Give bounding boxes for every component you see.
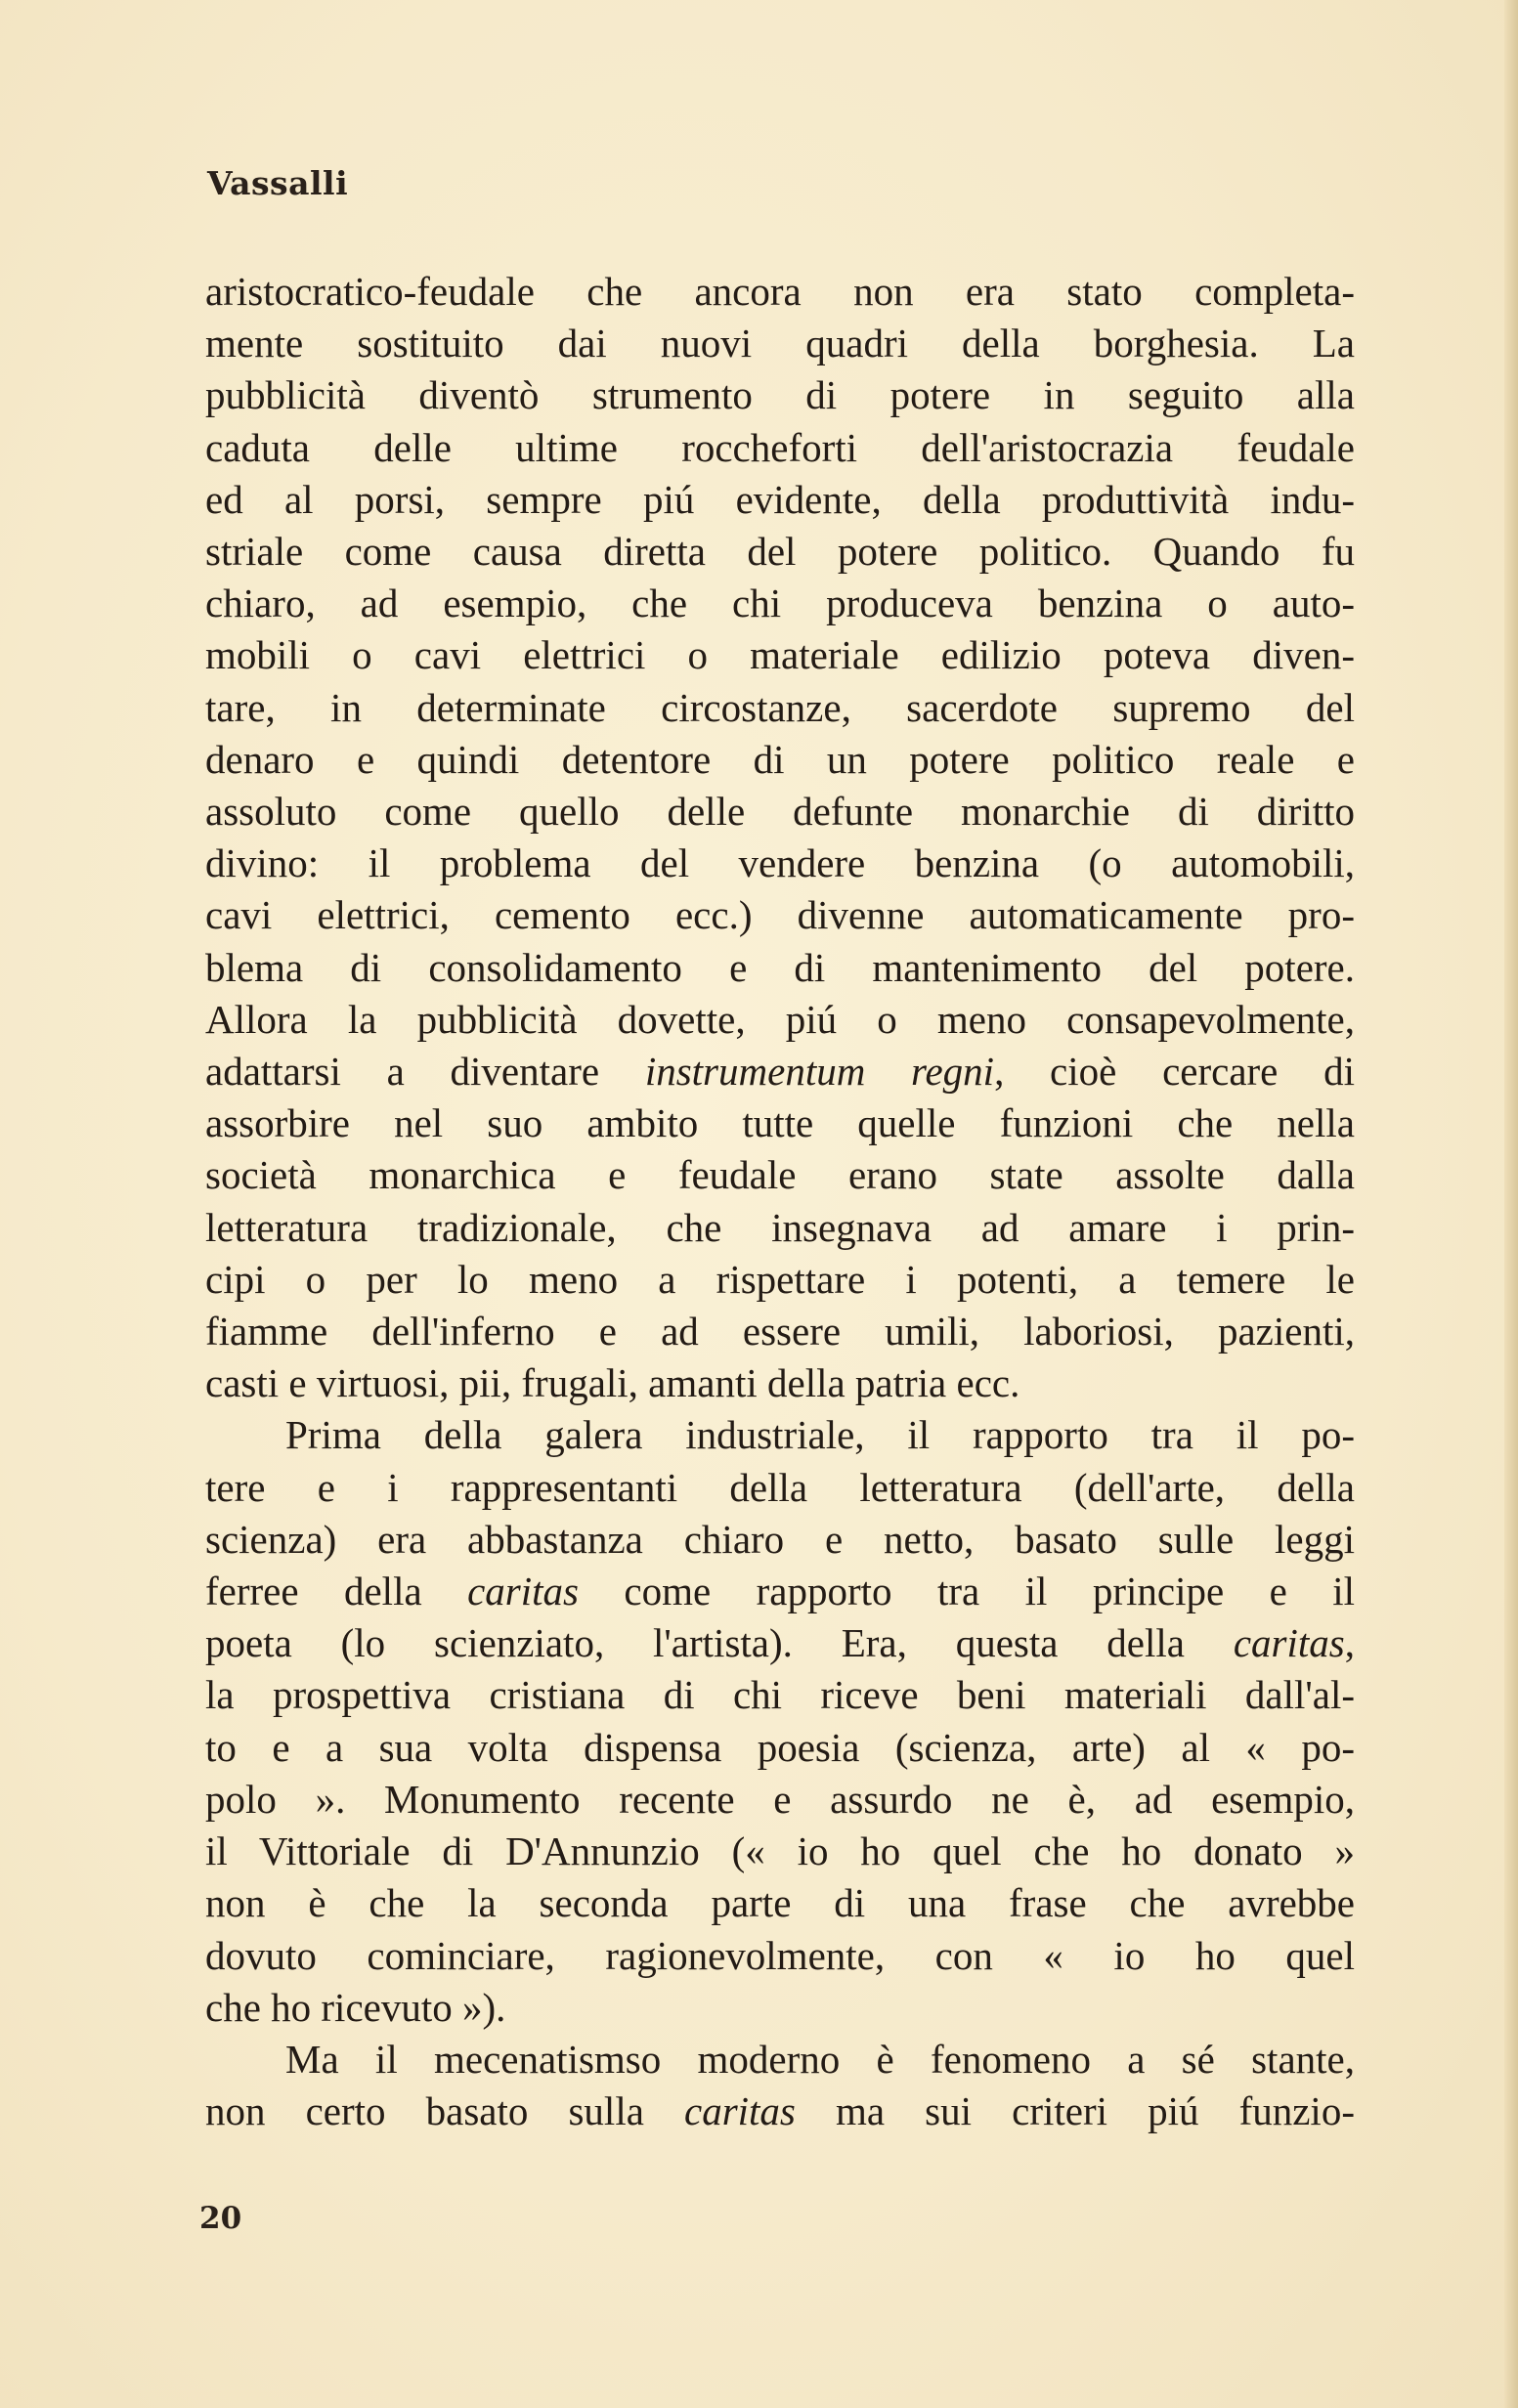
text-run: che ho ricevuto »).	[205, 1984, 506, 2030]
text-line	[205, 369, 1355, 421]
text-run: ,	[1344, 1620, 1355, 1666]
text-line	[205, 1930, 1355, 1982]
text-line	[205, 1046, 1355, 1097]
text-line	[205, 838, 1355, 889]
text-run: assoluto come quello delle defunte monarchie di diritto	[205, 789, 1355, 835]
text-line	[205, 1462, 1355, 1514]
italic-phrase: caritas	[1233, 1620, 1345, 1666]
text-line	[205, 2086, 1355, 2137]
text-run: poeta (lo scienziato, l'artista). Era, questa della	[205, 1620, 1234, 1666]
italic-phrase: caritas	[467, 1569, 579, 1614]
paragraph	[205, 2034, 1355, 2137]
text-line	[205, 682, 1355, 734]
text-run: non è che la seconda parte di una frase che avrebbe	[205, 1880, 1355, 1926]
text-line	[205, 422, 1355, 474]
text-run: cipi o per lo meno a rispettare i potenti, a temere le	[205, 1256, 1355, 1302]
text-line	[205, 786, 1355, 838]
text-line	[205, 2034, 1355, 2086]
text-run: non certo basato sulla	[205, 2088, 684, 2134]
text-line	[205, 1409, 1355, 1461]
text-line	[205, 942, 1355, 994]
text-run: Ma il mecenatismso moderno è fenomeno a sé stante,	[285, 2036, 1355, 2082]
text-run: assorbire nel suo ambito tutte quelle funzioni che nella	[205, 1100, 1355, 1146]
text-line	[205, 266, 1355, 318]
text-run: mente sostituito dai nuovi quadri della borghesia. La	[205, 321, 1355, 366]
text-run: adattarsi a diventare	[205, 1049, 645, 1095]
text-run: il Vittoriale di D'Annunzio (« io ho quel che ho donato »	[205, 1828, 1355, 1874]
text-run: tare, in determinate circostanze, sacerdote supremo del	[205, 684, 1355, 730]
running-head: Vassalli	[207, 164, 349, 202]
text-line	[205, 1617, 1355, 1669]
text-run: tere e i rappresentanti della letteratura (dell'arte, della	[205, 1464, 1355, 1510]
text-run: ed al porsi, sempre piú evidente, della produttività indu-	[205, 476, 1355, 522]
text-run: cavi elettrici, cemento ecc.) divenne automaticamente pro-	[205, 892, 1355, 938]
text-run: pubblicità diventò strumento di potere in seguito alla	[205, 372, 1355, 418]
text-run: caduta delle ultime roccheforti dell'aristocrazia feudale	[205, 424, 1355, 470]
text-line	[205, 526, 1355, 578]
text-line	[205, 1514, 1355, 1566]
text-line	[205, 1774, 1355, 1826]
text-run: dovuto cominciare, ragionevolmente, con « io ho quel	[205, 1932, 1355, 1978]
text-run: scienza) era abbastanza chiaro e netto, basato sulle leggi	[205, 1516, 1355, 1562]
page-edge-shadow	[1504, 0, 1518, 2408]
text-run: striale come causa diretta del potere politico. Quando fu	[205, 529, 1355, 575]
italic-phrase: instrumentum regni	[644, 1049, 995, 1095]
text-line	[205, 1982, 1355, 2034]
text-line	[205, 318, 1355, 369]
text-run: ferree della	[205, 1569, 468, 1614]
text-run: denaro e quindi detentore di un potere politico reale e	[205, 736, 1355, 782]
text-line	[205, 1097, 1355, 1149]
text-line	[205, 1306, 1355, 1357]
paragraph	[205, 266, 1355, 1409]
text-line	[205, 1669, 1355, 1721]
page-number: 20	[199, 2201, 242, 2236]
text-line	[205, 1722, 1355, 1774]
text-line	[205, 889, 1355, 941]
text-line	[205, 1254, 1355, 1306]
text-line	[205, 578, 1355, 629]
text-run: la prospettiva cristiana di chi riceve beni materiali dall'al-	[205, 1672, 1355, 1718]
text-run: , cioè cercare di	[994, 1049, 1355, 1095]
paragraph	[205, 1409, 1355, 2033]
text-run: divino: il problema del vendere benzina (o automobili,	[205, 840, 1355, 886]
text-line	[205, 474, 1355, 526]
text-run: polo ». Monumento recente e assurdo ne è, ad esempio,	[205, 1776, 1355, 1822]
text-run: Allora la pubblicità dovette, piú o meno consapevolmente,	[205, 996, 1355, 1042]
text-run: blema di consolidamento e di mantenimento del potere.	[205, 944, 1355, 990]
text-line	[205, 629, 1355, 681]
text-line	[205, 1149, 1355, 1201]
text-line	[205, 1826, 1355, 1877]
text-run: chiaro, ad esempio, che chi produceva benzina o auto-	[205, 580, 1355, 626]
text-run: letteratura tradizionale, che insegnava ad amare i prin-	[205, 1204, 1355, 1250]
text-run: fiamme dell'inferno e ad essere umili, laboriosi, pazienti,	[205, 1309, 1355, 1354]
text-run: mobili o cavi elettrici o materiale edilizio poteva diven-	[205, 632, 1355, 678]
text-line	[205, 1566, 1355, 1617]
text-line	[205, 994, 1355, 1046]
text-run: Prima della galera industriale, il rapporto tra il po-	[285, 1412, 1355, 1458]
text-line	[205, 1357, 1355, 1409]
text-run: ma sui criteri piú funzio-	[795, 2088, 1355, 2134]
text-run: come rapporto tra il principe e il	[579, 1569, 1355, 1614]
text-line	[205, 1202, 1355, 1254]
text-run: to e a sua volta dispensa poesia (scienza, arte) al « po-	[205, 1724, 1355, 1770]
text-run: casti e virtuosi, pii, frugali, amanti della patria ecc.	[205, 1360, 1020, 1406]
text-line	[205, 1877, 1355, 1929]
body-text	[205, 266, 1355, 2137]
italic-phrase: caritas	[684, 2088, 796, 2134]
text-run: società monarchica e feudale erano state assolte dalla	[205, 1152, 1355, 1198]
text-run: aristocratico-feudale che ancora non era stato completa-	[205, 269, 1355, 314]
text-line	[205, 734, 1355, 786]
